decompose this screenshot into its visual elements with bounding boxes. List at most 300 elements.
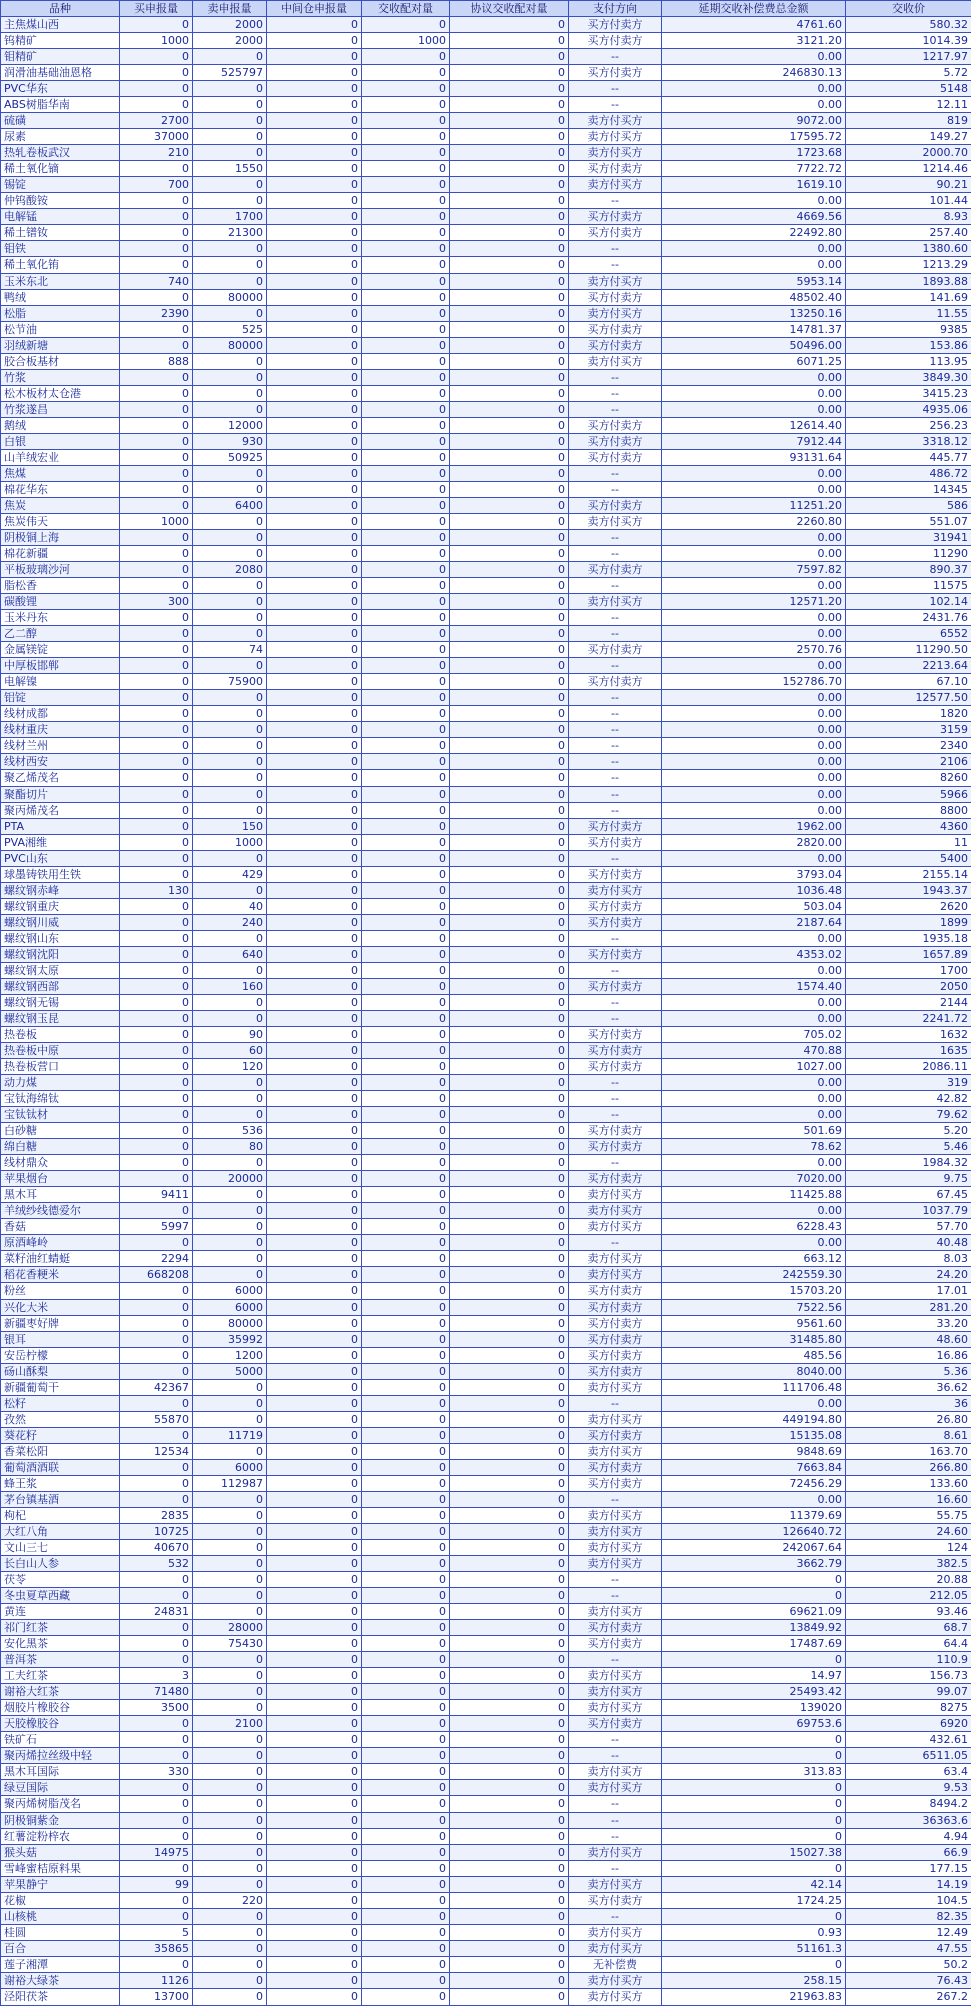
cell-deferred-compensation: 72456.29: [662, 1475, 846, 1491]
cell-variety: PVA湘维: [1, 834, 120, 850]
table-row: [1, 1732, 971, 1748]
cell-agreement-matched: 0: [450, 994, 569, 1010]
cell-variety: 绵白糖: [1, 1139, 120, 1155]
cell-buy-declared: 888: [120, 353, 193, 369]
cell-payment-direction: 买方付卖方: [569, 1347, 662, 1363]
table-row: [1, 369, 971, 385]
cell-sell-declared: 0: [193, 1812, 267, 1828]
cell-delivery-price: 266.80: [846, 1459, 971, 1475]
cell-variety: 谢裕大绿茶: [1, 1972, 120, 1988]
cell-payment-direction: --: [569, 754, 662, 770]
cell-deferred-compensation: 2820.00: [662, 834, 846, 850]
table-row: [1, 1523, 971, 1539]
cell-payment-direction: 买方付卖方: [569, 642, 662, 658]
cell-agreement-matched: 0: [450, 1155, 569, 1171]
cell-payment-direction: 卖方付买方: [569, 1940, 662, 1956]
table-row: [1, 113, 971, 129]
cell-buy-declared: 0: [120, 642, 193, 658]
cell-delivery-price: 2213.64: [846, 658, 971, 674]
cell-middle-warehouse: 0: [267, 1700, 362, 1716]
cell-middle-warehouse: 0: [267, 161, 362, 177]
cell-buy-declared: 0: [120, 1796, 193, 1812]
table-row: [1, 626, 971, 642]
cell-delivery-price: 1657.89: [846, 946, 971, 962]
cell-deferred-compensation: 0.00: [662, 786, 846, 802]
cell-deferred-compensation: 21963.83: [662, 1988, 846, 2005]
cell-middle-warehouse: 0: [267, 273, 362, 289]
cell-middle-warehouse: 0: [267, 978, 362, 994]
cell-deferred-compensation: 1027.00: [662, 1059, 846, 1075]
cell-deferred-compensation: 7597.82: [662, 562, 846, 578]
cell-agreement-matched: 0: [450, 1475, 569, 1491]
table-row: [1, 1844, 971, 1860]
cell-variety: 螺纹钢无锡: [1, 994, 120, 1010]
cell-sell-declared: 0: [193, 1507, 267, 1523]
cell-deferred-compensation: 13849.92: [662, 1620, 846, 1636]
cell-payment-direction: 买方付卖方: [569, 898, 662, 914]
cell-middle-warehouse: 0: [267, 369, 362, 385]
cell-payment-direction: 卖方付买方: [569, 1780, 662, 1796]
cell-variety: 线材兰州: [1, 738, 120, 754]
cell-middle-warehouse: 0: [267, 530, 362, 546]
cell-agreement-matched: 0: [450, 658, 569, 674]
cell-variety: 大红八角: [1, 1523, 120, 1539]
cell-middle-warehouse: 0: [267, 722, 362, 738]
cell-matched: 0: [362, 722, 450, 738]
cell-delivery-price: 2155.14: [846, 866, 971, 882]
cell-delivery-price: 1899: [846, 914, 971, 930]
cell-sell-declared: 0: [193, 257, 267, 273]
cell-deferred-compensation: 4761.60: [662, 17, 846, 33]
cell-middle-warehouse: 0: [267, 738, 362, 754]
table-row: [1, 1283, 971, 1299]
cell-buy-declared: 0: [120, 1748, 193, 1764]
cell-payment-direction: 卖方付买方: [569, 273, 662, 289]
cell-deferred-compensation: 15135.08: [662, 1427, 846, 1443]
cell-delivery-price: 90.21: [846, 177, 971, 193]
cell-sell-declared: 0: [193, 1796, 267, 1812]
table-row: [1, 770, 971, 786]
cell-sell-declared: 28000: [193, 1620, 267, 1636]
cell-matched: 0: [362, 1010, 450, 1026]
cell-deferred-compensation: 449194.80: [662, 1411, 846, 1427]
cell-payment-direction: --: [569, 1091, 662, 1107]
cell-sell-declared: 0: [193, 1956, 267, 1972]
cell-deferred-compensation: 25493.42: [662, 1684, 846, 1700]
cell-matched: 0: [362, 1026, 450, 1042]
cell-variety: 白砂糖: [1, 1123, 120, 1139]
cell-deferred-compensation: 485.56: [662, 1347, 846, 1363]
cell-agreement-matched: 0: [450, 1972, 569, 1988]
table-row: [1, 738, 971, 754]
cell-middle-warehouse: 0: [267, 1636, 362, 1652]
cell-middle-warehouse: 0: [267, 1604, 362, 1620]
cell-deferred-compensation: 1574.40: [662, 978, 846, 994]
cell-sell-declared: 429: [193, 866, 267, 882]
cell-deferred-compensation: 0.00: [662, 530, 846, 546]
cell-buy-declared: 0: [120, 97, 193, 113]
cell-matched: 0: [362, 1139, 450, 1155]
cell-sell-declared: 0: [193, 465, 267, 481]
cell-payment-direction: 买方付卖方: [569, 914, 662, 930]
table-row: [1, 722, 971, 738]
cell-delivery-price: 124: [846, 1539, 971, 1555]
cell-agreement-matched: 0: [450, 129, 569, 145]
cell-agreement-matched: 0: [450, 1187, 569, 1203]
table-row: [1, 1539, 971, 1555]
cell-agreement-matched: 0: [450, 1940, 569, 1956]
cell-agreement-matched: 0: [450, 1123, 569, 1139]
cell-deferred-compensation: 242067.64: [662, 1539, 846, 1555]
cell-deferred-compensation: 9848.69: [662, 1443, 846, 1459]
cell-middle-warehouse: 0: [267, 1155, 362, 1171]
cell-delivery-price: 580.32: [846, 17, 971, 33]
cell-variety: 线材西安: [1, 754, 120, 770]
cell-middle-warehouse: 0: [267, 289, 362, 305]
cell-variety: 仲钨酸铵: [1, 193, 120, 209]
cell-deferred-compensation: 0.00: [662, 690, 846, 706]
cell-deferred-compensation: 0.00: [662, 369, 846, 385]
cell-sell-declared: 90: [193, 1026, 267, 1042]
cell-matched: 0: [362, 834, 450, 850]
cell-variety: 线材重庆: [1, 722, 120, 738]
cell-deferred-compensation: 501.69: [662, 1123, 846, 1139]
cell-sell-declared: 6400: [193, 497, 267, 513]
cell-variety: 山羊绒宏业: [1, 449, 120, 465]
cell-sell-declared: 35992: [193, 1331, 267, 1347]
cell-buy-declared: 0: [120, 289, 193, 305]
cell-deferred-compensation: 126640.72: [662, 1523, 846, 1539]
cell-buy-declared: 300: [120, 594, 193, 610]
table-row: [1, 1107, 971, 1123]
cell-middle-warehouse: 0: [267, 1539, 362, 1555]
cell-deferred-compensation: 0.00: [662, 850, 846, 866]
cell-payment-direction: --: [569, 1010, 662, 1026]
cell-agreement-matched: 0: [450, 802, 569, 818]
cell-matched: 0: [362, 1331, 450, 1347]
cell-sell-declared: 40: [193, 898, 267, 914]
cell-payment-direction: 买方付卖方: [569, 449, 662, 465]
cell-matched: 0: [362, 497, 450, 513]
cell-matched: 0: [362, 385, 450, 401]
cell-middle-warehouse: 0: [267, 1620, 362, 1636]
cell-variety: 阴极铜上海: [1, 530, 120, 546]
cell-agreement-matched: 0: [450, 1203, 569, 1219]
cell-variety: 稀土氧化镝: [1, 161, 120, 177]
cell-middle-warehouse: 0: [267, 690, 362, 706]
cell-delivery-price: 55.75: [846, 1507, 971, 1523]
cell-matched: 0: [362, 786, 450, 802]
cell-matched: 0: [362, 1876, 450, 1892]
cell-deferred-compensation: 0.00: [662, 802, 846, 818]
cell-agreement-matched: 0: [450, 1171, 569, 1187]
cell-matched: 0: [362, 481, 450, 497]
cell-buy-declared: 0: [120, 578, 193, 594]
table-row: [1, 1443, 971, 1459]
cell-agreement-matched: 0: [450, 145, 569, 161]
cell-agreement-matched: 0: [450, 1315, 569, 1331]
cell-deferred-compensation: 4353.02: [662, 946, 846, 962]
cell-buy-declared: 1000: [120, 33, 193, 49]
cell-buy-declared: 0: [120, 257, 193, 273]
cell-delivery-price: 12.11: [846, 97, 971, 113]
cell-payment-direction: --: [569, 401, 662, 417]
cell-matched: 0: [362, 658, 450, 674]
cell-matched: 0: [362, 1123, 450, 1139]
table-row: [1, 1972, 971, 1988]
cell-matched: 0: [362, 1219, 450, 1235]
cell-middle-warehouse: 0: [267, 1668, 362, 1684]
cell-variety: 玉米丹东: [1, 610, 120, 626]
table-row: [1, 497, 971, 513]
cell-buy-declared: 0: [120, 225, 193, 241]
cell-sell-declared: 1200: [193, 1347, 267, 1363]
cell-matched: 0: [362, 1668, 450, 1684]
cell-agreement-matched: 0: [450, 1251, 569, 1267]
cell-matched: 0: [362, 1283, 450, 1299]
cell-variety: 花椒: [1, 1892, 120, 1908]
cell-delivery-price: 11290: [846, 546, 971, 562]
cell-middle-warehouse: 0: [267, 1572, 362, 1588]
cell-agreement-matched: 0: [450, 1075, 569, 1091]
cell-buy-declared: 0: [120, 161, 193, 177]
cell-payment-direction: 买方付卖方: [569, 1620, 662, 1636]
cell-middle-warehouse: 0: [267, 209, 362, 225]
cell-payment-direction: --: [569, 1155, 662, 1171]
cell-payment-direction: --: [569, 962, 662, 978]
cell-variety: 聚丙烯拉丝级中轻: [1, 1748, 120, 1764]
table-row: [1, 1956, 971, 1972]
table-row: [1, 337, 971, 353]
cell-sell-declared: 0: [193, 1539, 267, 1555]
table-row: [1, 1219, 971, 1235]
cell-middle-warehouse: 0: [267, 433, 362, 449]
table-row: [1, 1459, 971, 1475]
cell-sell-declared: 0: [193, 546, 267, 562]
cell-buy-declared: 0: [120, 1892, 193, 1908]
cell-agreement-matched: 0: [450, 1043, 569, 1059]
cell-sell-declared: 5000: [193, 1363, 267, 1379]
cell-agreement-matched: 0: [450, 81, 569, 97]
cell-middle-warehouse: 0: [267, 754, 362, 770]
cell-middle-warehouse: 0: [267, 1924, 362, 1940]
table-body: [1, 17, 971, 2006]
cell-variety: 新疆葡萄干: [1, 1379, 120, 1395]
cell-sell-declared: 525797: [193, 65, 267, 81]
cell-matched: 0: [362, 1523, 450, 1539]
cell-payment-direction: 买方付卖方: [569, 1059, 662, 1075]
cell-middle-warehouse: 0: [267, 417, 362, 433]
cell-delivery-price: 1214.46: [846, 161, 971, 177]
cell-delivery-price: 8494.2: [846, 1796, 971, 1812]
cell-delivery-price: 1700: [846, 962, 971, 978]
cell-matched: 0: [362, 1507, 450, 1523]
cell-delivery-price: 82.35: [846, 1908, 971, 1924]
header-buy-declared: 买申报量: [120, 1, 193, 17]
cell-delivery-price: 1632: [846, 1026, 971, 1042]
cell-sell-declared: 0: [193, 481, 267, 497]
cell-middle-warehouse: 0: [267, 1251, 362, 1267]
cell-delivery-price: 5.72: [846, 65, 971, 81]
cell-middle-warehouse: 0: [267, 1908, 362, 1924]
cell-variety: 香菜松阳: [1, 1443, 120, 1459]
cell-payment-direction: 买方付卖方: [569, 1171, 662, 1187]
cell-buy-declared: 1000: [120, 513, 193, 529]
cell-agreement-matched: 0: [450, 1908, 569, 1924]
table-row: [1, 1620, 971, 1636]
cell-matched: 0: [362, 1091, 450, 1107]
cell-deferred-compensation: 111706.48: [662, 1379, 846, 1395]
cell-variety: 白银: [1, 433, 120, 449]
table-row: [1, 1684, 971, 1700]
cell-sell-declared: 1700: [193, 209, 267, 225]
cell-sell-declared: 220: [193, 1892, 267, 1908]
cell-payment-direction: --: [569, 770, 662, 786]
cell-buy-declared: 0: [120, 433, 193, 449]
cell-buy-declared: 0: [120, 962, 193, 978]
cell-deferred-compensation: 2570.76: [662, 642, 846, 658]
cell-buy-declared: 130: [120, 882, 193, 898]
cell-sell-declared: 0: [193, 1588, 267, 1604]
cell-delivery-price: 177.15: [846, 1860, 971, 1876]
cell-delivery-price: 2241.72: [846, 1010, 971, 1026]
cell-deferred-compensation: 0.00: [662, 994, 846, 1010]
cell-variety: 黄连: [1, 1604, 120, 1620]
table-row: [1, 802, 971, 818]
cell-variety: 鹅绒: [1, 417, 120, 433]
cell-buy-declared: 0: [120, 1315, 193, 1331]
table-row: [1, 866, 971, 882]
cell-deferred-compensation: 14781.37: [662, 321, 846, 337]
cell-delivery-price: 3318.12: [846, 433, 971, 449]
cell-buy-declared: 0: [120, 209, 193, 225]
cell-payment-direction: --: [569, 81, 662, 97]
cell-variety: 孜然: [1, 1411, 120, 1427]
cell-agreement-matched: 0: [450, 834, 569, 850]
cell-payment-direction: 卖方付买方: [569, 1876, 662, 1892]
cell-matched: 0: [362, 930, 450, 946]
cell-deferred-compensation: 7663.84: [662, 1459, 846, 1475]
cell-middle-warehouse: 0: [267, 1475, 362, 1491]
cell-sell-declared: 0: [193, 193, 267, 209]
cell-deferred-compensation: 1036.48: [662, 882, 846, 898]
cell-variety: 钨精矿: [1, 33, 120, 49]
cell-agreement-matched: 0: [450, 1652, 569, 1668]
cell-deferred-compensation: 22492.80: [662, 225, 846, 241]
table-row: [1, 1668, 971, 1684]
table-row: [1, 33, 971, 49]
header-variety: 品种: [1, 1, 120, 17]
cell-buy-declared: 0: [120, 914, 193, 930]
cell-agreement-matched: 0: [450, 497, 569, 513]
cell-middle-warehouse: 0: [267, 1331, 362, 1347]
cell-delivery-price: 1014.39: [846, 33, 971, 49]
cell-variety: 菜籽油红蜻蜓: [1, 1251, 120, 1267]
cell-buy-declared: 0: [120, 49, 193, 65]
cell-payment-direction: --: [569, 1828, 662, 1844]
cell-agreement-matched: 0: [450, 1443, 569, 1459]
cell-deferred-compensation: 93131.64: [662, 449, 846, 465]
cell-sell-declared: 0: [193, 962, 267, 978]
cell-middle-warehouse: 0: [267, 642, 362, 658]
cell-matched: 0: [362, 1459, 450, 1475]
table-row: [1, 1427, 971, 1443]
cell-deferred-compensation: 0: [662, 1828, 846, 1844]
cell-payment-direction: 买方付卖方: [569, 978, 662, 994]
cell-delivery-price: 8800: [846, 802, 971, 818]
cell-buy-declared: 35865: [120, 1940, 193, 1956]
cell-sell-declared: 1550: [193, 161, 267, 177]
cell-variety: 稀土镨钕: [1, 225, 120, 241]
cell-variety: 香菇: [1, 1219, 120, 1235]
cell-middle-warehouse: 0: [267, 1523, 362, 1539]
cell-middle-warehouse: 0: [267, 1267, 362, 1283]
cell-buy-declared: 0: [120, 530, 193, 546]
cell-delivery-price: 2340: [846, 738, 971, 754]
cell-delivery-price: 551.07: [846, 513, 971, 529]
table-row: [1, 994, 971, 1010]
cell-deferred-compensation: 7912.44: [662, 433, 846, 449]
cell-deferred-compensation: 4669.56: [662, 209, 846, 225]
cell-delivery-price: 36363.6: [846, 1812, 971, 1828]
cell-delivery-price: 42.82: [846, 1091, 971, 1107]
table-row: [1, 481, 971, 497]
table-row: [1, 1411, 971, 1427]
cell-variety: 苹果静宁: [1, 1876, 120, 1892]
table-row: [1, 1363, 971, 1379]
cell-middle-warehouse: 0: [267, 241, 362, 257]
cell-buy-declared: 532: [120, 1556, 193, 1572]
cell-buy-declared: 2390: [120, 305, 193, 321]
cell-matched: 0: [362, 1059, 450, 1075]
cell-sell-declared: 20000: [193, 1171, 267, 1187]
cell-deferred-compensation: 0: [662, 1796, 846, 1812]
cell-middle-warehouse: 0: [267, 305, 362, 321]
table-row: [1, 273, 971, 289]
cell-payment-direction: --: [569, 1748, 662, 1764]
cell-variety: 银耳: [1, 1331, 120, 1347]
cell-variety: 稻花香粳米: [1, 1267, 120, 1283]
cell-delivery-price: 68.7: [846, 1620, 971, 1636]
cell-matched: 0: [362, 1636, 450, 1652]
cell-deferred-compensation: 17595.72: [662, 129, 846, 145]
cell-deferred-compensation: 15027.38: [662, 1844, 846, 1860]
cell-variety: 主焦煤山西: [1, 17, 120, 33]
cell-delivery-price: 93.46: [846, 1604, 971, 1620]
cell-middle-warehouse: 0: [267, 1171, 362, 1187]
cell-buy-declared: 2835: [120, 1507, 193, 1523]
cell-matched: 0: [362, 706, 450, 722]
cell-buy-declared: 0: [120, 1716, 193, 1732]
table-row: [1, 1251, 971, 1267]
table-row: [1, 610, 971, 626]
cell-buy-declared: 0: [120, 1652, 193, 1668]
cell-sell-declared: 0: [193, 1972, 267, 1988]
cell-sell-declared: 0: [193, 786, 267, 802]
table-row: [1, 1556, 971, 1572]
table-row: [1, 1780, 971, 1796]
cell-middle-warehouse: 0: [267, 1139, 362, 1155]
cell-buy-declared: 0: [120, 1155, 193, 1171]
cell-delivery-price: 319: [846, 1075, 971, 1091]
cell-delivery-price: 4360: [846, 818, 971, 834]
cell-payment-direction: 卖方付买方: [569, 1411, 662, 1427]
cell-matched: 0: [362, 1411, 450, 1427]
cell-sell-declared: 0: [193, 850, 267, 866]
cell-delivery-price: 11: [846, 834, 971, 850]
cell-matched: 0: [362, 1748, 450, 1764]
cell-matched: 0: [362, 1972, 450, 1988]
